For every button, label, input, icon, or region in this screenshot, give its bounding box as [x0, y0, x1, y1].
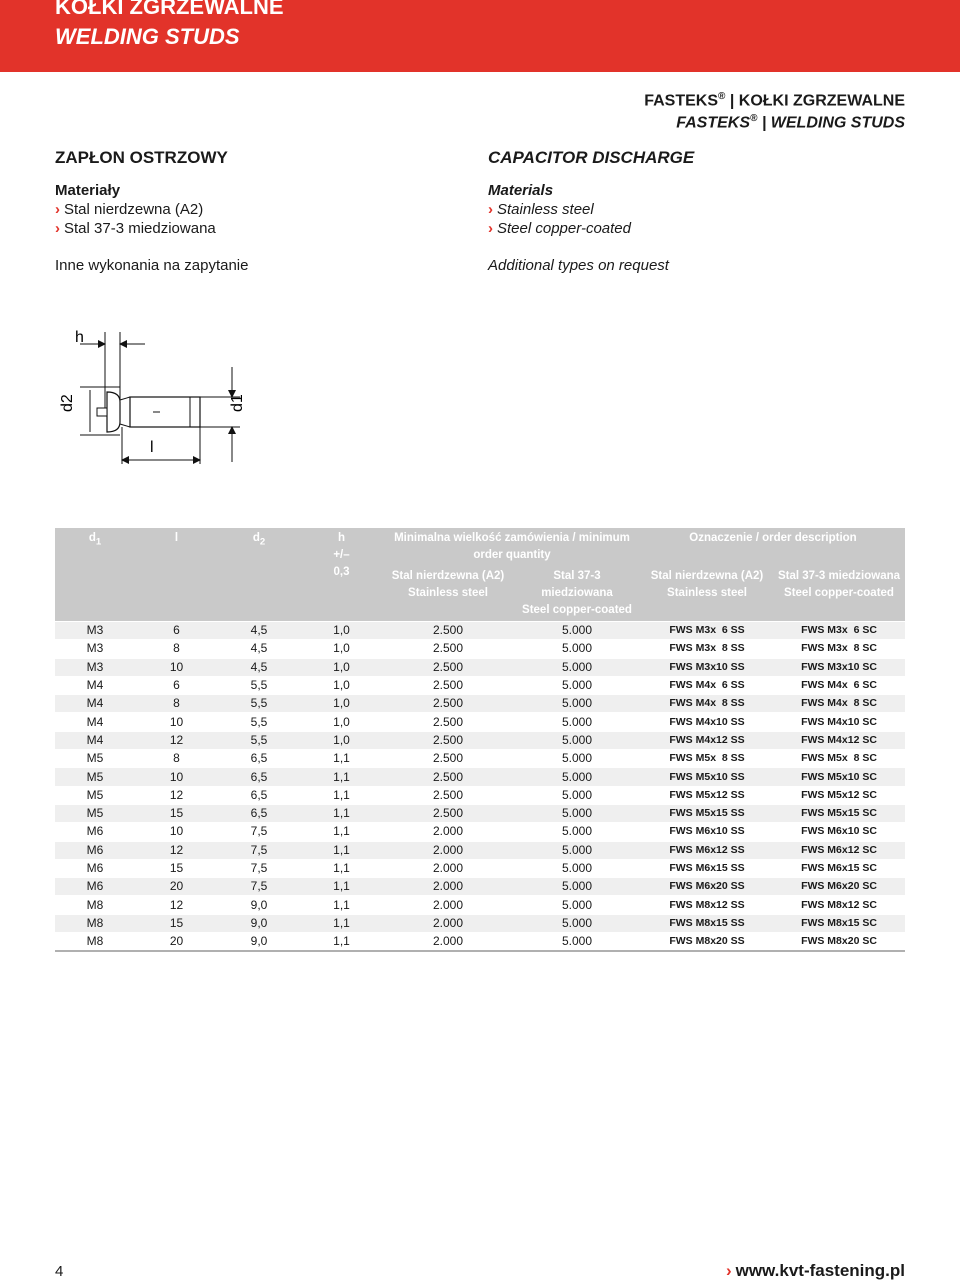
table-cell: 12	[135, 896, 218, 914]
table-cell: FWS M6x20 SC	[773, 878, 905, 896]
right-column	[488, 148, 908, 290]
table-row	[55, 896, 905, 914]
left-column	[55, 148, 475, 290]
table-cell: 5.000	[513, 640, 641, 658]
table-row	[55, 786, 905, 804]
materials-title-pl: Materiały	[55, 182, 121, 199]
table-cell: 1,0	[300, 640, 383, 658]
table-cell: 4,5	[218, 640, 300, 658]
table-cell: 7,5	[218, 859, 300, 877]
table-cell: 2.500	[383, 622, 513, 640]
table-cell: FWS M6x15 SC	[773, 859, 905, 877]
table-cell: 1,0	[300, 713, 383, 731]
bullet-arrow-icon: ›	[488, 220, 493, 237]
banner-title-pl: KOŁKI ZGRZEWALNE	[55, 0, 284, 19]
table-cell: FWS M6x10 SC	[773, 823, 905, 841]
table-cell: 5.000	[513, 841, 641, 859]
website-link[interactable]: › www.kvt-fastening.pl	[725, 1261, 905, 1280]
table-cell: FWS M5x10 SC	[773, 768, 905, 786]
note-en: Additional types on request	[488, 257, 669, 274]
table-row	[55, 622, 905, 640]
table-cell: 20	[135, 933, 218, 952]
label-l: l	[150, 439, 154, 456]
table-cell: 15	[135, 804, 218, 822]
table-row	[55, 859, 905, 877]
table-cell: 9,0	[218, 914, 300, 932]
col-header-ss-qty: Stal nierdzewna (A2) Stainless steel	[383, 566, 513, 622]
table-cell: 10	[135, 768, 218, 786]
table-cell: FWS M8x20 SC	[773, 933, 905, 952]
table-cell: M6	[55, 823, 135, 841]
table-row	[55, 768, 905, 786]
table-cell: 5.000	[513, 658, 641, 676]
brand-line-en: FASTEKS® | WELDING STUDS	[676, 113, 905, 132]
table-cell: 2.500	[383, 786, 513, 804]
table-row	[55, 731, 905, 749]
table-cell: 20	[135, 878, 218, 896]
table-row	[55, 823, 905, 841]
brand-line-pl: FASTEKS® | KOŁKI ZGRZEWALNE	[644, 91, 905, 110]
table-cell: 5.000	[513, 731, 641, 749]
material-item: › Stal nierdzewna (A2)	[55, 201, 204, 218]
table-cell: 6	[135, 676, 218, 694]
table-cell: M8	[55, 896, 135, 914]
table-cell: FWS M5x 8 SS	[641, 750, 773, 768]
table-cell: 4,5	[218, 658, 300, 676]
studs-table	[55, 528, 905, 952]
table-cell: 5.000	[513, 804, 641, 822]
table-cell: 8	[135, 695, 218, 713]
table-cell: M6	[55, 841, 135, 859]
table-cell: 7,5	[218, 823, 300, 841]
table-cell: FWS M8x12 SS	[641, 896, 773, 914]
table-cell: 1,1	[300, 896, 383, 914]
table-cell: 2.500	[383, 804, 513, 822]
arrow-icon: ›	[725, 1261, 732, 1280]
table-cell: 5.000	[513, 859, 641, 877]
table-cell: 6,5	[218, 768, 300, 786]
table-cell: FWS M3x 8 SC	[773, 640, 905, 658]
table-cell: 6,5	[218, 750, 300, 768]
table-cell: 1,1	[300, 786, 383, 804]
table-cell: 2.500	[383, 658, 513, 676]
table-cell: 2.000	[383, 933, 513, 952]
table-cell: 1,1	[300, 841, 383, 859]
table-cell: 12	[135, 731, 218, 749]
table-cell: 5.000	[513, 878, 641, 896]
table-cell: 15	[135, 859, 218, 877]
table-row	[55, 878, 905, 896]
table-cell: FWS M8x15 SC	[773, 914, 905, 932]
col-header-l: l	[135, 528, 218, 622]
table-cell: 5.000	[513, 768, 641, 786]
table-cell: FWS M8x12 SC	[773, 896, 905, 914]
table-cell: FWS M5x15 SC	[773, 804, 905, 822]
table-cell: 5.000	[513, 622, 641, 640]
table-cell: 5,5	[218, 695, 300, 713]
table-cell: 6,5	[218, 804, 300, 822]
header-banner	[0, 0, 960, 72]
table-cell: M3	[55, 658, 135, 676]
materials-title-en: Materials	[488, 182, 554, 199]
table-cell: 2.500	[383, 731, 513, 749]
table-cell: 4,5	[218, 622, 300, 640]
bullet-arrow-icon: ›	[488, 201, 493, 218]
table-cell: 1,0	[300, 695, 383, 713]
table-cell: 5.000	[513, 695, 641, 713]
table-cell: FWS M5x15 SS	[641, 804, 773, 822]
table-row	[55, 841, 905, 859]
table-cell: 2.500	[383, 676, 513, 694]
section-heading-en: CAPACITOR DISCHARGE	[488, 148, 695, 167]
table-cell: 1,0	[300, 731, 383, 749]
table-cell: 2.000	[383, 859, 513, 877]
table-cell: 7,5	[218, 878, 300, 896]
table-cell: FWS M3x10 SC	[773, 658, 905, 676]
table-cell: FWS M6x15 SS	[641, 859, 773, 877]
col-header-sc-qty: Stal 37-3 miedziowana Steel copper-coated	[513, 566, 641, 622]
table-cell: 2.000	[383, 896, 513, 914]
table-cell: FWS M4x 8 SC	[773, 695, 905, 713]
table-cell: FWS M8x15 SS	[641, 914, 773, 932]
table-cell: FWS M5x12 SS	[641, 786, 773, 804]
table-cell: FWS M4x 6 SS	[641, 676, 773, 694]
table-cell: 5,5	[218, 731, 300, 749]
table-cell: FWS M3x 6 SC	[773, 622, 905, 640]
table-cell: M3	[55, 640, 135, 658]
table-row	[55, 695, 905, 713]
table-cell: 5.000	[513, 786, 641, 804]
label-d2: d2	[59, 394, 76, 412]
table-cell: FWS M5x10 SS	[641, 768, 773, 786]
table-cell: 5.000	[513, 676, 641, 694]
table-cell: 15	[135, 914, 218, 932]
table-cell: 6	[135, 622, 218, 640]
table-cell: 7,5	[218, 841, 300, 859]
table-cell: 2.000	[383, 878, 513, 896]
table-cell: 5,5	[218, 676, 300, 694]
brand-block	[644, 88, 905, 133]
table-cell: FWS M4x10 SC	[773, 713, 905, 731]
table-cell: M4	[55, 695, 135, 713]
page-number: 4	[55, 1263, 64, 1280]
table-cell: FWS M6x12 SS	[641, 841, 773, 859]
table-cell: 1,0	[300, 658, 383, 676]
table-cell: M6	[55, 859, 135, 877]
col-header-d2: $d_2$	[218, 528, 300, 622]
table-cell: M4	[55, 713, 135, 731]
table-cell: 1,1	[300, 750, 383, 768]
table-cell: 5.000	[513, 823, 641, 841]
banner-title-en: WELDING STUDS	[55, 24, 240, 49]
table-cell: FWS M3x 6 SS	[641, 622, 773, 640]
table-cell: 1,1	[300, 804, 383, 822]
table-cell: M4	[55, 676, 135, 694]
label-d1: d1	[229, 394, 246, 412]
table-cell: FWS M4x10 SS	[641, 713, 773, 731]
table-cell: 8	[135, 640, 218, 658]
table-cell: 2.500	[383, 768, 513, 786]
table-cell: FWS M3x 8 SS	[641, 640, 773, 658]
stud-head-shape	[107, 392, 120, 432]
table-cell: M5	[55, 768, 135, 786]
table-cell: M5	[55, 804, 135, 822]
table-cell: 8	[135, 750, 218, 768]
bullet-arrow-icon: ›	[55, 201, 60, 218]
table-cell: FWS M6x10 SS	[641, 823, 773, 841]
bullet-arrow-icon: ›	[55, 220, 60, 237]
table-cell: M8	[55, 914, 135, 932]
section-heading-pl: ZAPŁON OSTRZOWY	[55, 148, 228, 167]
table-cell: FWS M5x12 SC	[773, 786, 905, 804]
col-header-h: h +/– 0,3	[300, 528, 383, 622]
table-cell: 1,0	[300, 622, 383, 640]
table-cell: M5	[55, 786, 135, 804]
col-header-sc-desc: Stal 37-3 miedziowana Steel copper-coated	[773, 566, 905, 622]
table-row	[55, 750, 905, 768]
table-cell: FWS M3x10 SS	[641, 658, 773, 676]
material-item: › Stal 37-3 miedziowana	[55, 220, 216, 237]
table-cell: 10	[135, 823, 218, 841]
col-header-ss-desc: Stal nierdzewna (A2) Stainless steel	[641, 566, 773, 622]
col-header-min-order: Minimalna wielkość zamówienia / minimum order quantity	[383, 528, 641, 566]
material-item: › Steel copper-coated	[488, 220, 631, 237]
table-cell: 2.000	[383, 841, 513, 859]
table-cell: 2.000	[383, 823, 513, 841]
table-cell: 1,1	[300, 878, 383, 896]
table-cell: FWS M4x12 SS	[641, 731, 773, 749]
table-cell: 2.500	[383, 640, 513, 658]
table-cell: M6	[55, 878, 135, 896]
table-cell: FWS M4x 6 SC	[773, 676, 905, 694]
table-cell: 5.000	[513, 750, 641, 768]
table-row	[55, 933, 905, 952]
table-cell: M8	[55, 933, 135, 952]
table-row	[55, 658, 905, 676]
table-cell: 2.500	[383, 695, 513, 713]
table-cell: 2.500	[383, 750, 513, 768]
table-cell: 5,5	[218, 713, 300, 731]
table-row	[55, 914, 905, 932]
table-cell: 1,1	[300, 933, 383, 952]
table-row	[55, 640, 905, 658]
label-h: h	[75, 329, 84, 346]
stud-diagram	[50, 322, 270, 472]
table-row	[55, 676, 905, 694]
table-cell: 1,0	[300, 676, 383, 694]
table-cell: 9,0	[218, 896, 300, 914]
table-cell: FWS M6x12 SC	[773, 841, 905, 859]
table-row	[55, 804, 905, 822]
table-cell: 5.000	[513, 896, 641, 914]
col-header-d1: $d_1$	[55, 528, 135, 622]
table-cell: 1,1	[300, 859, 383, 877]
table-cell: 12	[135, 786, 218, 804]
table-cell: 1,1	[300, 823, 383, 841]
table-cell: M3	[55, 622, 135, 640]
table-cell: 2.500	[383, 713, 513, 731]
table-cell: 10	[135, 713, 218, 731]
table-cell: 12	[135, 841, 218, 859]
table-cell: M4	[55, 731, 135, 749]
table-cell: 9,0	[218, 933, 300, 952]
table-cell: 10	[135, 658, 218, 676]
table-cell: 5.000	[513, 933, 641, 952]
note-pl: Inne wykonania na zapytanie	[55, 257, 249, 274]
table-cell: 1,1	[300, 914, 383, 932]
table-cell: M5	[55, 750, 135, 768]
table-row	[55, 713, 905, 731]
table-cell: 5.000	[513, 914, 641, 932]
table-cell: FWS M8x20 SS	[641, 933, 773, 952]
table-cell: FWS M6x20 SS	[641, 878, 773, 896]
table-header-row-1	[55, 528, 905, 566]
material-item: › Stainless steel	[488, 201, 594, 218]
table-cell: FWS M4x 8 SS	[641, 695, 773, 713]
table-cell: 5.000	[513, 713, 641, 731]
table-cell: FWS M5x 8 SC	[773, 750, 905, 768]
table-cell: 2.000	[383, 914, 513, 932]
table-cell: 1,1	[300, 768, 383, 786]
table-cell: 6,5	[218, 786, 300, 804]
col-header-order-desc: Oznaczenie / order description	[641, 528, 905, 566]
table-cell: FWS M4x12 SC	[773, 731, 905, 749]
